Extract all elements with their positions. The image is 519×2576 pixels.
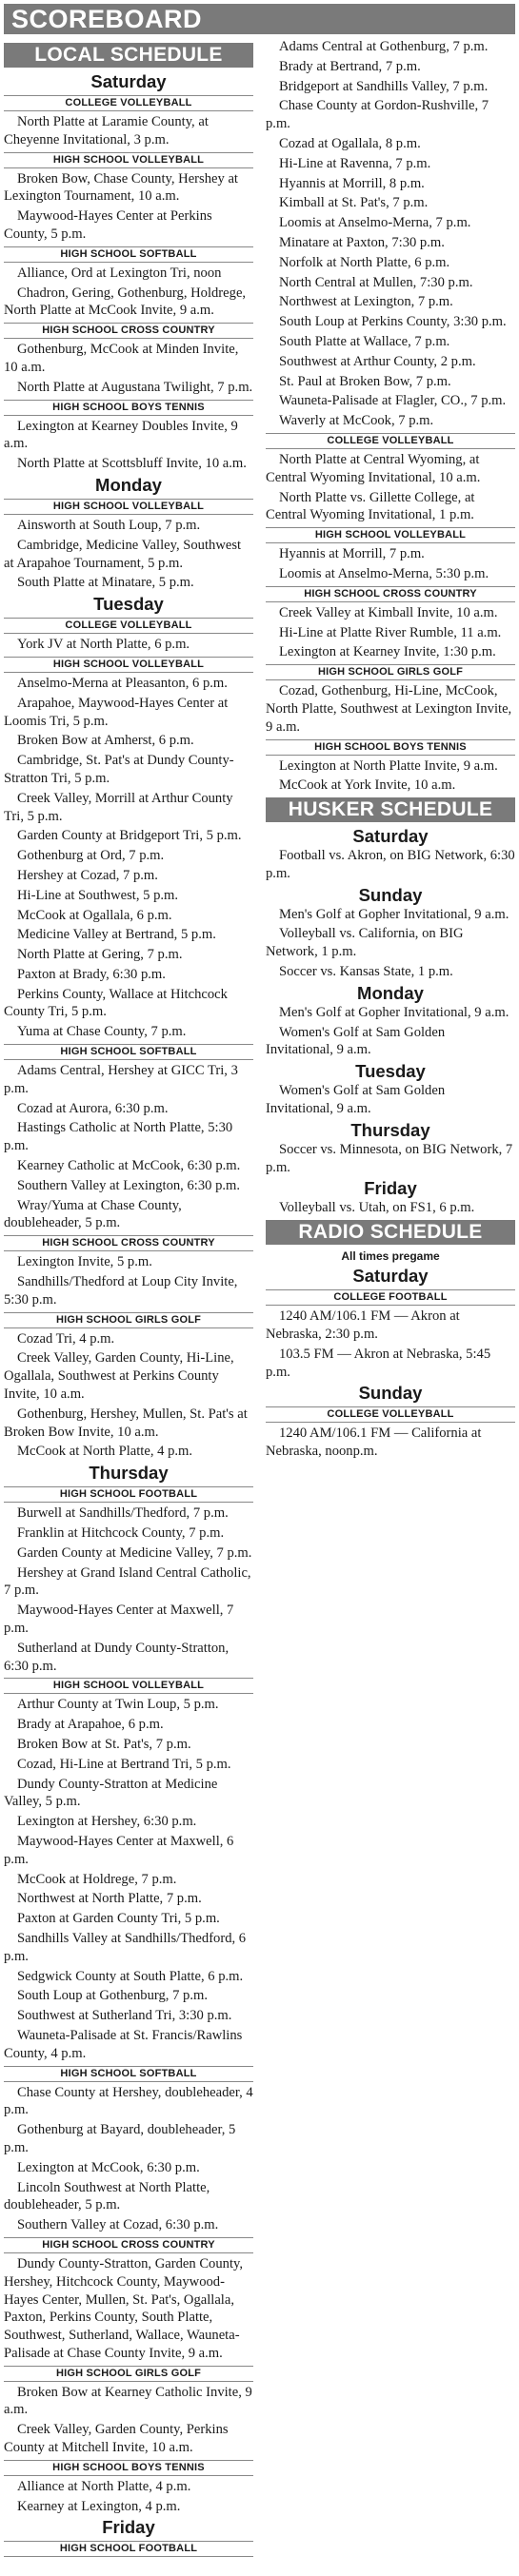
schedule-entry: Maywood-Hayes Center at Maxwell, 7 p.m. bbox=[4, 1603, 234, 1636]
schedule-entry: Arthur County at Twin Loup, 5 p.m. bbox=[17, 1697, 219, 1713]
masthead-title: SCOREBOARD bbox=[11, 5, 203, 33]
sport-heading: HIGH SCHOOL SOFTBALL bbox=[4, 2066, 253, 2082]
column-right bbox=[266, 38, 515, 1463]
schedule-entry: McCook at Holdrege, 7 p.m. bbox=[17, 1871, 177, 1887]
schedule-entry: Chase County at Gordon-Rushville, 7 p.m. bbox=[266, 98, 489, 132]
sport-heading: HIGH SCHOOL FOOTBALL bbox=[4, 2541, 253, 2557]
schedule-entry: Garden County at Bridgeport Tri, 5 p.m. bbox=[17, 828, 242, 844]
schedule-entry: Gothenburg at Ord, 7 p.m. bbox=[17, 848, 165, 864]
schedule-entry: Yuma at Chase County, 7 p.m. bbox=[17, 1024, 187, 1040]
schedule-entry: Cozad at Ogallala, 8 p.m. bbox=[279, 135, 421, 151]
schedule-entry: Creek Valley, Garden County, Perkins County at Mitchell Invite, 10 a.m. bbox=[4, 2422, 229, 2456]
schedule-entry: South Platte at Wallace, 7 p.m. bbox=[279, 333, 450, 349]
schedule-entry: Garden County at Medicine Valley, 7 p.m. bbox=[17, 1544, 252, 1561]
schedule-entry: Lexington Invite, 5 p.m. bbox=[17, 1254, 152, 1270]
schedule-entry: Broken Bow, Chase County, Hershey at Lexington Tournament, 10 a.m. bbox=[4, 170, 238, 205]
schedule-entry: Southwest at Sutherland Tri, 3:30 p.m. bbox=[17, 2008, 232, 2024]
husker-entry: Volleyball vs. California, on BIG Network, 1 p.m. bbox=[266, 926, 464, 960]
schedule-entry: Northwest at North Platte, 7 p.m. bbox=[17, 1891, 202, 1907]
schedule-entry: Creek Valley, Garden County, Hi-Line, Ogallala, Southwest at Perkins County Invite, 10 a.m. bbox=[4, 1350, 234, 1403]
sport-heading: HIGH SCHOOL VOLLEYBALL bbox=[4, 152, 253, 168]
sport-heading: COLLEGE VOLLEYBALL bbox=[4, 618, 253, 634]
schedule-entry: Kearney at Lexington, 4 p.m. bbox=[17, 2498, 181, 2514]
day-heading: Thursday bbox=[350, 1119, 430, 1140]
sport-heading: HIGH SCHOOL SOFTBALL bbox=[4, 1044, 253, 1060]
schedule-entry: Wauneta-Palisade at St. Francis/Rawlins County, 4 p.m. bbox=[4, 2027, 243, 2061]
sport-heading: HIGH SCHOOL CROSS COUNTRY bbox=[4, 2237, 253, 2253]
schedule-entry: Medicine Valley at Bertrand, 5 p.m. bbox=[17, 927, 216, 943]
schedule-entry: Brady at Arapahoe, 6 p.m. bbox=[17, 1717, 164, 1733]
husker-entry: Men's Golf at Gopher Invitational, 9 a.m. bbox=[279, 1004, 509, 1020]
schedule-entry: Lexington at Kearney Doubles Invite, 9 a.m. bbox=[4, 418, 238, 452]
schedule-entry: York JV at North Platte, 6 p.m. bbox=[17, 637, 190, 653]
schedule-entry: Kearney Catholic at McCook, 6:30 p.m. bbox=[17, 1158, 241, 1174]
schedule-entry: McCook at Ogallala, 6 p.m. bbox=[17, 907, 172, 923]
schedule-entry: Maywood-Hayes Center at Maxwell, 6 p.m. bbox=[4, 1833, 234, 1867]
sport-heading: COLLEGE VOLLEYBALL bbox=[266, 433, 515, 449]
husker-entry: Men's Golf at Gopher Invitational, 9 a.m. bbox=[279, 906, 509, 922]
schedule-entry: Cambridge, Medicine Valley, Southwest at Arapahoe Tournament, 5 p.m. bbox=[4, 537, 242, 571]
schedule-entry: Southern Valley at Cozad, 6:30 p.m. bbox=[17, 2217, 219, 2233]
husker-entry: Volleyball vs. Utah, on FS1, 6 p.m. bbox=[279, 1200, 475, 1216]
schedule-entry: Chadron, Gering, Gothenburg, Holdrege, North Platte at McCook Invite, 9 a.m. bbox=[4, 285, 247, 319]
schedule-entry: Dundy County-Stratton, Garden County, Hershey, Hitchcock County, Maywood-Hayes Center, Mullen, St. Pat's, Ogallala, Paxton, Perkins County, South Platte, Southwest, Sutherland, Wallace, Wauneta-Palisade at Chase County Invite, 9 a.m. bbox=[4, 2255, 243, 2361]
schedule-entry: Southwest at Arthur County, 2 p.m. bbox=[279, 353, 476, 369]
sport-heading: HIGH SCHOOL GIRLS GOLF bbox=[4, 2366, 253, 2382]
schedule-entry: Arapahoe, Maywood-Hayes Center at Loomis Tri, 5 p.m. bbox=[4, 695, 229, 729]
husker-entry: Football vs. Akron, on BIG Network, 6:30 p.m. bbox=[266, 848, 515, 881]
day-heading: Friday bbox=[364, 1178, 417, 1199]
sport-heading: HIGH SCHOOL CROSS COUNTRY bbox=[266, 586, 515, 602]
schedule-entry: Creek Valley, Morrill at Arthur County Tri, 5 p.m. bbox=[4, 790, 233, 824]
schedule-entry: Brady at Bertrand, 7 p.m. bbox=[279, 58, 421, 74]
husker-schedule-heading: HUSKER SCHEDULE bbox=[266, 797, 515, 822]
sport-heading: HIGH SCHOOL BOYS TENNIS bbox=[4, 2460, 253, 2476]
schedule-entry: Lexington at McCook, 6:30 p.m. bbox=[17, 2159, 200, 2175]
schedule-entry: Perkins County, Wallace at Hitchcock County Tri, 5 p.m. bbox=[4, 986, 228, 1020]
day-heading: Thursday bbox=[89, 1463, 169, 1484]
schedule-entry: Adams Central, Hershey at GICC Tri, 3 p.m. bbox=[4, 1063, 238, 1096]
husker-entry: Soccer vs. Kansas State, 1 p.m. bbox=[279, 964, 453, 980]
schedule-entry: Sandhills Valley at Sandhills/Thedford, 6 p.m. bbox=[4, 1930, 247, 1964]
schedule-entry: Loomis at Anselmo-Merna, 7 p.m. bbox=[279, 215, 471, 231]
schedule-entry: Sandhills/Thedford at Loup City Invite, 5:30 p.m. bbox=[4, 1274, 238, 1308]
schedule-entry: Anselmo-Merna at Pleasanton, 6 p.m. bbox=[17, 675, 228, 691]
sport-heading: HIGH SCHOOL VOLLEYBALL bbox=[266, 527, 515, 543]
sport-heading: HIGH SCHOOL FOOTBALL bbox=[4, 1486, 253, 1503]
schedule-entry: Franklin at Hitchcock County, 7 p.m. bbox=[17, 1525, 225, 1542]
radio-schedule-heading: RADIO SCHEDULE bbox=[266, 1220, 515, 1245]
day-heading: Friday bbox=[102, 2517, 155, 2538]
schedule-entry: North Platte at Scottsbluff Invite, 10 a.m. bbox=[17, 456, 247, 472]
radio-subtitle: All times pregame bbox=[341, 1249, 440, 1264]
schedule-entry: North Platte at Gering, 7 p.m. bbox=[17, 947, 183, 963]
sport-heading: HIGH SCHOOL VOLLEYBALL bbox=[4, 499, 253, 515]
sport-heading: HIGH SCHOOL BOYS TENNIS bbox=[4, 400, 253, 416]
schedule-entry: Southern Valley at Lexington, 6:30 p.m. bbox=[17, 1177, 241, 1193]
radio-entry: 103.5 FM — Akron at Nebraska, 5:45 p.m. bbox=[266, 1346, 491, 1380]
schedule-entry: North Platte at Augustana Twilight, 7 p.m. bbox=[17, 379, 253, 395]
day-heading: Monday bbox=[95, 474, 162, 495]
schedule-entry: Waverly at McCook, 7 p.m. bbox=[279, 413, 434, 429]
schedule-entry: Lexington at North Platte Invite, 9 a.m. bbox=[279, 757, 498, 774]
schedule-entry: Adams Central at Gothenburg, 7 p.m. bbox=[279, 39, 489, 54]
schedule-entry: Hershey at Cozad, 7 p.m. bbox=[17, 867, 158, 883]
schedule-entry: Maywood-Hayes Center at Perkins County, 5 p.m. bbox=[4, 208, 212, 242]
schedule-entry: Wauneta-Palisade at Flagler, CO., 7 p.m. bbox=[279, 393, 507, 409]
schedule-entry: Norfolk at North Platte, 6 p.m. bbox=[279, 254, 450, 270]
schedule-entry: Cozad Tri, 4 p.m. bbox=[17, 1330, 115, 1347]
schedule-entry: Gothenburg, McCook at Minden Invite, 10 a.m. bbox=[4, 342, 239, 375]
husker-entry: Soccer vs. Minnesota, on BIG Network, 7 p.m. bbox=[266, 1141, 513, 1175]
schedule-entry: Alliance, Ord at Lexington Tri, noon bbox=[17, 265, 222, 281]
schedule-entry: Loomis at Anselmo-Merna, 5:30 p.m. bbox=[279, 565, 489, 581]
column-left bbox=[4, 40, 253, 2559]
radio-entry: 1240 AM/106.1 FM — Akron at Nebraska, 2:30 p.m. bbox=[266, 1308, 460, 1343]
schedule-entry: Hastings Catholic at North Platte, 5:30 p.m. bbox=[4, 1120, 233, 1154]
schedule-entry: Bridgeport at Sandhills Valley, 7 p.m. bbox=[279, 78, 489, 94]
schedule-entry: Hershey at Grand Island Central Catholic, 7 p.m. bbox=[4, 1564, 251, 1599]
day-heading: Tuesday bbox=[355, 1061, 426, 1082]
schedule-entry: Lexington at Kearney Invite, 1:30 p.m. bbox=[279, 644, 496, 660]
schedule-entry: North Platte at Laramie County, at Cheyenne Invitational, 3 p.m. bbox=[4, 114, 209, 147]
schedule-entry: Paxton at Brady, 6:30 p.m. bbox=[17, 966, 166, 982]
sport-heading: HIGH SCHOOL CROSS COUNTRY bbox=[4, 1235, 253, 1251]
schedule-entry: Hi-Line at Platte River Rumble, 11 a.m. bbox=[279, 624, 502, 640]
schedule-entry: Alliance at North Platte, 4 p.m. bbox=[17, 2478, 191, 2494]
husker-entry: Women's Golf at Sam Golden Invitational, 9 a.m. bbox=[266, 1024, 446, 1058]
schedule-entry: Broken Bow at Kearney Catholic Invite, 9 a.m. bbox=[4, 2384, 252, 2418]
schedule-entry: Cozad, Gothenburg, Hi-Line, McCook, North Platte, Southwest at Lexington Invite, 9 a.m. bbox=[266, 683, 512, 735]
schedule-entry: St. Paul at Broken Bow, 7 p.m. bbox=[279, 373, 451, 389]
schedule-entry: North Platte vs. Gillette College, at Central Wyoming Invitational, 1 p.m. bbox=[266, 489, 475, 523]
schedule-entry: North Platte at Central Wyoming, at Central Wyoming Invitational, 10 a.m. bbox=[266, 451, 481, 485]
schedule-entry: Cozad, Hi-Line at Bertrand Tri, 5 p.m. bbox=[17, 1756, 231, 1772]
schedule-entry: Chase County at Hershey, doubleheader, 4 p.m. bbox=[4, 2084, 253, 2118]
schedule-entry: Dundy County-Stratton at Medicine Valley, 5 p.m. bbox=[4, 1776, 218, 1810]
schedule-entry: McCook at North Platte, 4 p.m. bbox=[17, 1444, 193, 1460]
schedule-entry: Hyannis at Morrill, 7 p.m. bbox=[279, 546, 425, 562]
schedule-entry: Sedgwick County at South Platte, 6 p.m. bbox=[17, 1968, 244, 1984]
sport-heading: COLLEGE VOLLEYBALL bbox=[266, 1406, 515, 1423]
schedule-entry: Broken Bow at Amherst, 6 p.m. bbox=[17, 733, 194, 749]
schedule-entry: McCook at York Invite, 10 a.m. bbox=[279, 777, 456, 794]
day-heading: Sunday bbox=[358, 1383, 423, 1404]
schedule-entry: Lexington at Hershey, 6:30 p.m. bbox=[17, 1814, 197, 1830]
schedule-entry: Broken Bow at St. Pat's, 7 p.m. bbox=[17, 1736, 191, 1752]
schedule-entry: Cozad at Aurora, 6:30 p.m. bbox=[17, 1100, 169, 1116]
sport-heading: HIGH SCHOOL BOYS TENNIS bbox=[266, 739, 515, 756]
sport-heading: HIGH SCHOOL GIRLS GOLF bbox=[4, 1312, 253, 1328]
schedule-entry: South Loup at Perkins County, 3:30 p.m. bbox=[279, 314, 507, 330]
radio-entry: 1240 AM/106.1 FM — California at Nebraska, noonp.m. bbox=[266, 1426, 482, 1460]
schedule-entry: Hi-Line at Ravenna, 7 p.m. bbox=[279, 155, 431, 171]
day-heading: Saturday bbox=[352, 1266, 429, 1287]
day-heading: Saturday bbox=[90, 71, 167, 91]
schedule-entry: Cambridge, St. Pat's at Dundy County-Stratton Tri, 5 p.m. bbox=[4, 753, 234, 786]
sport-heading: HIGH SCHOOL SOFTBALL bbox=[4, 246, 253, 263]
schedule-entry: Sutherland at Dundy County-Stratton, 6:30 p.m. bbox=[4, 1640, 230, 1674]
day-heading: Saturday bbox=[352, 826, 429, 847]
schedule-entry: South Loup at Gothenburg, 7 p.m. bbox=[17, 1988, 208, 2004]
husker-entry: Women's Golf at Sam Golden Invitational, 9 a.m. bbox=[266, 1083, 446, 1117]
schedule-entry: Northwest at Lexington, 7 p.m. bbox=[279, 294, 453, 310]
schedule-entry: Creek Valley at Kimball Invite, 10 a.m. bbox=[279, 604, 498, 620]
sport-heading: COLLEGE FOOTBALL bbox=[266, 1289, 515, 1306]
sport-heading: HIGH SCHOOL VOLLEYBALL bbox=[4, 657, 253, 673]
schedule-entry: Gothenburg, Hershey, Mullen, St. Pat's at Broken Bow Invite, 10 a.m. bbox=[4, 1406, 248, 1440]
day-heading: Monday bbox=[357, 982, 424, 1003]
schedule-entry: Paxton at Garden County Tri, 5 p.m. bbox=[17, 1911, 220, 1927]
local-schedule-heading: LOCAL SCHEDULE bbox=[4, 43, 253, 68]
schedule-entry: Minatare at Paxton, 7:30 p.m. bbox=[279, 234, 445, 250]
schedule-entry: Gothenburg at Bayard, doubleheader, 5 p.m. bbox=[4, 2122, 236, 2155]
sport-heading: COLLEGE VOLLEYBALL bbox=[4, 95, 253, 111]
schedule-entry: Ainsworth at South Loup, 7 p.m. bbox=[17, 517, 201, 533]
day-heading: Sunday bbox=[358, 884, 423, 905]
schedule-entry: North Central at Mullen, 7:30 p.m. bbox=[279, 274, 473, 290]
sport-heading: HIGH SCHOOL CROSS COUNTRY bbox=[4, 323, 253, 339]
schedule-entry: Burwell at Sandhills/Thedford, 7 p.m. bbox=[17, 1505, 229, 1522]
sport-heading: HIGH SCHOOL VOLLEYBALL bbox=[4, 1678, 253, 1694]
schedule-entry: Kimball at St. Pat's, 7 p.m. bbox=[279, 195, 429, 211]
schedule-entry: Hyannis at Morrill, 8 p.m. bbox=[279, 175, 425, 191]
day-heading: Tuesday bbox=[93, 594, 164, 615]
masthead bbox=[4, 4, 515, 34]
schedule-entry: South Platte at Minatare, 5 p.m. bbox=[17, 575, 194, 591]
sport-heading: HIGH SCHOOL GIRLS GOLF bbox=[266, 664, 515, 680]
schedule-entry: Wray/Yuma at Chase County, doubleheader, 5 p.m. bbox=[4, 1197, 182, 1231]
schedule-entry: Lincoln Southwest at North Platte, doubleheader, 5 p.m. bbox=[4, 2179, 210, 2213]
schedule-entry: Hi-Line at Southwest, 5 p.m. bbox=[17, 887, 179, 903]
